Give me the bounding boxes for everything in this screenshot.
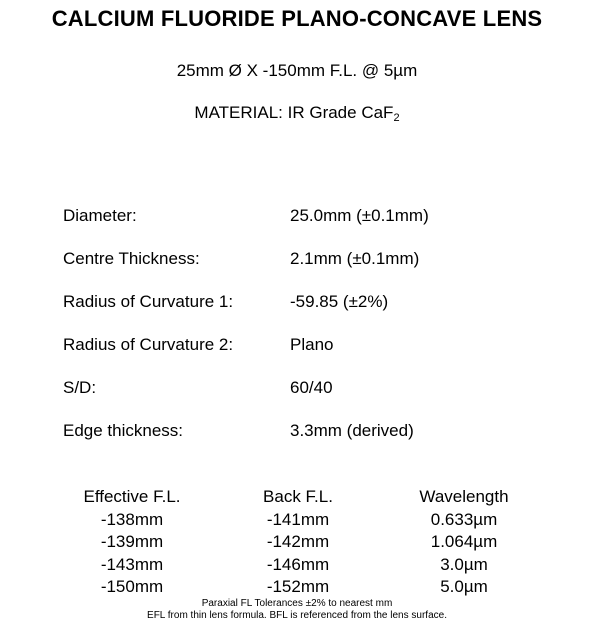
spec-label: Radius of Curvature 1:	[63, 292, 234, 311]
table-cell: 3.0µm	[440, 554, 488, 574]
table-cell: 0.633µm	[430, 509, 498, 529]
column-header: Effective F.L.	[83, 487, 181, 506]
table-cell: -150mm	[100, 577, 164, 596]
table-cell: 5.0µm	[440, 577, 488, 596]
spec-row-centre-thickness	[63, 249, 563, 292]
column-header: Wavelength	[419, 487, 509, 506]
table-cell: -142mm	[266, 532, 330, 551]
spec-label: Diameter:	[63, 206, 137, 225]
table-cell: -138mm	[100, 509, 164, 529]
spec-label: Edge thickness:	[63, 421, 184, 440]
tolerance-note: Paraxial FL Tolerances ±2% to nearest mm	[201, 598, 393, 609]
spec-row-diameter	[63, 206, 563, 249]
spec-row-radius-1	[63, 292, 563, 335]
table-cell: -139mm	[100, 532, 164, 551]
spec-row-radius-2	[63, 335, 563, 378]
table-cell: -152mm	[266, 577, 330, 596]
spec-row-surface-quality	[63, 378, 563, 421]
spec-value: Plano	[290, 335, 334, 354]
spec-value: 60/40	[290, 378, 333, 397]
spec-row-edge-thickness	[63, 421, 563, 464]
spec-label: Centre Thickness:	[63, 249, 200, 268]
spec-value: 3.3mm (derived)	[290, 421, 414, 440]
spec-label: Radius of Curvature 2:	[63, 335, 234, 354]
column-header: Back F.L.	[263, 487, 333, 506]
material-subscript: 2	[393, 112, 400, 124]
spec-value: 2.1mm (±0.1mm)	[290, 249, 420, 268]
spec-value: 25.0mm (±0.1mm)	[290, 206, 429, 225]
wavelength-column	[384, 486, 544, 599]
spec-label: S/D:	[63, 378, 97, 397]
material-line	[0, 103, 594, 124]
spec-list	[63, 206, 563, 464]
material-text: MATERIAL: IR Grade CaF	[194, 103, 394, 122]
lens-spec-line: 25mm Ø X -150mm F.L. @ 5µm	[176, 61, 418, 80]
table-cell: -146mm	[266, 554, 330, 574]
table-cell: -143mm	[100, 554, 164, 574]
document-title: CALCIUM FLUORIDE PLANO-CONCAVE LENS	[51, 6, 543, 31]
effective-fl-column	[52, 486, 212, 599]
table-cell: 1.064µm	[430, 532, 498, 551]
footnotes	[0, 598, 594, 622]
spec-value: -59.85 (±2%)	[290, 292, 389, 311]
table-cell: -141mm	[266, 509, 330, 529]
back-fl-column	[218, 486, 378, 599]
formula-note: EFL from thin lens formula. BFL is referenced from the lens surface.	[147, 610, 447, 621]
